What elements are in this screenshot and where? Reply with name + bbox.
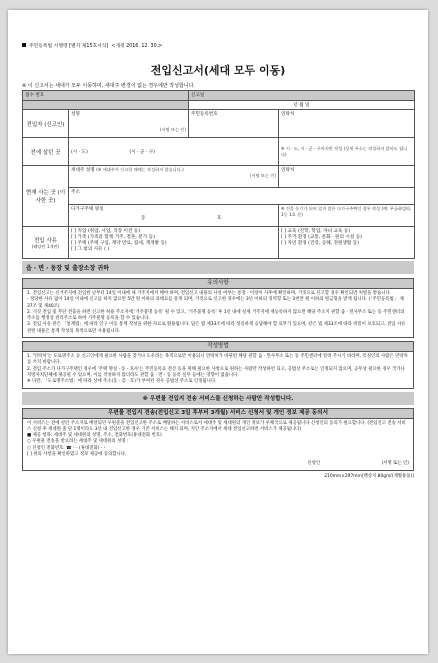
note-item: 3. 전입 사유 란은 「통계법」에 따라 인구 이동 통계 작성을 위한 자료로 활용됩니다. 답은 법 제33조에 따라 성실하게 응답해야 할 의무가 있으며, 같은 법 제33조에 따라 비밀이 보호되고, 전입 사유 관련 내용은 통계 작성의 목적으로만 사용됩니다. [27,322,406,334]
receipt-number-field [23,101,189,110]
multi-unit-note: ※ 건물 등기가 되어 있지 않은 다가구주택인 경우 작성 (예: 무궁화빌라, 1동 1호 등) [279,205,415,227]
square-bullet-icon [22,43,26,47]
reason-option-housing[interactable]: [ ] 주택 (주택 구입, 계약 만료, 집세, 재개발 등) [71,241,167,246]
note-item: 2. 거짓 전입 및 무단 전출을 하면 신고한 허용 주소지에 '거주불명 등록' 될 수 있고, '거주불명 등록' 후 1년 내에 실제 거주지에 재등록하지 않으면 해당 주소지 관할 읍 · 면사무소 또는 동 주민센터의 주소를 행정상 관리주소로 하여 거주불명 등록을 할 수 있습니다. [27,309,405,322]
sign-label: (서명 또는 인) [159,127,186,132]
howto-item: 2. 전입 주소가 다가구주택인 경우에 '주택 명칭 · 동 · 호수'는 주민등록표 전산 등을 위해 필요한 사항으로 원하는 사람만 작성하면 되고, 공법상 주소로는 인정되지 않으며, 공무상 필요한 경우 국가나 지방자치단체에 제공될 수 있으며, 이를 작성하지 않더라도 관할 읍 · 면 · 동 등록 실무 등에는 영향이 없습니다. [27,366,405,378]
reason-sub: (해당란 1개만) [31,243,60,249]
notes-title: 유의사항 [22,278,414,288]
reason-option-education[interactable]: [ ] 교육 (진학, 학업, 자녀 교육 등) [281,229,351,234]
doc-reference: 주민등록법 시행령 [별지 제15호서식] [29,43,109,49]
reason-option-nature[interactable]: [ ] 자연 환경 (건강, 공해, 전원생활 등) [281,241,360,246]
previous-address-label: 전에 살던 곳 [23,138,69,166]
applicant-sign: (서명 또는 인) [381,461,409,467]
howto-item: ※ 다만, 「도로명주소법」에 따라 상세 주소(동 · 층 · 호)가 부여된 경우 공법상 주소로 인정됩니다. [27,379,217,385]
declarant-name-field[interactable] [69,110,189,138]
sigungu-label: (시 · 군 · 구) [129,149,155,155]
reason-option-living-env[interactable]: [ ] 주거 환경 (교통, 문화 · 편의 시설 등) [281,235,362,240]
dong-label: 동 [141,216,146,221]
consent-line: ■ 제공 항목: 세대주 및 세대원의 성명, 주소, 전화번호(휴대전화 번호) [27,433,162,439]
form-notice: ※ 이 신고서는 세대가 모두 이동하며, 세대주 변경이 없는 경우에만 작성합니다. [22,83,195,89]
previous-address-field[interactable] [69,138,279,166]
head-sign-label: (서명 또는 인) [249,173,276,178]
head-name-field[interactable]: 세대주 성명 (※ 세대주가 신고할 때에는 작성하지 않습니다.) (서명 또는 인) [69,166,279,188]
declarant-rrn-field[interactable]: 주민등록번호 [189,110,279,138]
reason-label [23,227,69,259]
paper-size: 210mm×297mm[백상지 80g/㎡(재활용품)] [324,473,414,479]
current-address-label: 현재 사는 곳 (이사한 곳) [23,166,69,227]
reason-option-job[interactable]: [ ] 직업 (취업, 사업, 직장 이전 등) [71,229,141,234]
reason-options-left[interactable] [69,227,279,259]
notes-box [22,288,414,338]
consent-title: 우편물 전입지 전송(전입신고 3일 후부터 3개월) 서비스 신청서 및 개인 정보 제공 동의서 [22,408,414,418]
howto-box [22,351,414,388]
consent-line[interactable]: ○ 우편물 전송을 받으려는 세대주 및 세대원의 성명 : [27,439,129,445]
consent-line: 이 서비스는 전에 살던 주소지로 배달되던 우편물을 전입신고한 주소로 배달하는 서비스로서 세대주 및 세대원의 개인 정보가 우체국으로 제공됩니다 신청인의 동의가 필요합니다. (전입신고 전송 서비스 신청 후 세대원 중 단 1명이라도 3년 내 전입신고한 경우 기존 서비스는 해지 되며, 지인 주소지에서 세대 전입신고하면 서비스가 제공됩니다) [27,420,406,432]
ho-label: 호 [216,216,222,221]
applicant-row[interactable] [27,461,409,467]
receipt-date: 신고일 [189,91,415,101]
current-phone-field[interactable]: 연락처 [279,166,415,188]
applicant-label: 신청인 [307,461,321,467]
previous-address-note: ※ 시 · 도, 시 · 군 · 구까지만 작성 (상세 주소는 작성하지 않아도 됩니다) [279,138,415,166]
revision-date: <개정 2016. 12. 30.> [111,43,163,49]
current-address-field[interactable]: 주소 [69,188,415,205]
multi-unit-field[interactable] [69,205,279,227]
howto-item: 1. '연락처'는 도로명주소 등 신고인에게 필요한 사람을 찾거나 도우려는 목적으로만 이용되니 연락처가 바뀌면 해당 관할 읍 · 면사무소 또는 동 주민센터에 알려 주시기 바라며, 특정인의 사람은 연락처를 쓰지 바랍니다. [27,354,408,366]
form-header [22,40,414,50]
receipt-number: 접수 번호 [23,91,189,101]
form-sheet [8,10,428,654]
reason-title: 전입 사유 [33,237,57,244]
reason-option-family[interactable]: [ ] 가족 (가족과 함께 거주, 결혼, 분가 등) [71,235,155,240]
name-label: 성명 [71,112,80,117]
reason-options-right[interactable] [279,227,415,259]
multi-unit-label: 다가구주택 명칭 [71,207,104,212]
sido-label: (시 · 도) [71,149,88,155]
receipt-date-field: 년 월 일 [189,101,415,110]
note-item: 1. 전입신고는 신거주지에 전입한 날부터 14일 이내에 새 거주지에서 해야 하며, 전입신고 내용의 사실 여부는 통장 · 이장이 사후에 확인하며, 거짓으로 신고할 경우 확인되면 처벌을 받습니다. [27,291,392,296]
reason-option-other[interactable]: [ ] 그 밖의 사유 ( ) [71,247,110,252]
consent-bar: ※ 우편물 전입지 전송 서비스를 신청하는 사람만 작성합니다. [22,392,414,405]
declarant-label: 전입자 (신고인) [23,110,69,138]
office-bar: 읍 · 면 · 동장 및 출장소장 귀하 [22,261,414,274]
consent-agree-checkbox[interactable]: [ ] 위의 사항을 확인하였고 정보 제공에 동의합니다. [27,452,127,458]
declaration-table [22,90,415,259]
consent-line[interactable]: ○ 신청인 전화번호: ☎ - - (휴대전화) - - [27,445,106,451]
consent-box [22,418,414,471]
note-item: - 정당한 사유 없이 14일 이내에 신고를 하지 않으면 5만 원 이하의 과태료를 물게 되며, 거짓으로 신고한 경우에는 3년 이하의 징역형 또는 3천만 원 이하의 벌금형을 받게 됩니다. (「주민등록법」 제37조 및 제40조) [27,297,404,309]
form-content [22,40,414,479]
howto-title: 작성방법 [22,341,414,351]
declarant-phone-field[interactable]: 연락처 [279,110,415,138]
form-title: 전입신고서(세대 모두 이동) [150,64,286,77]
